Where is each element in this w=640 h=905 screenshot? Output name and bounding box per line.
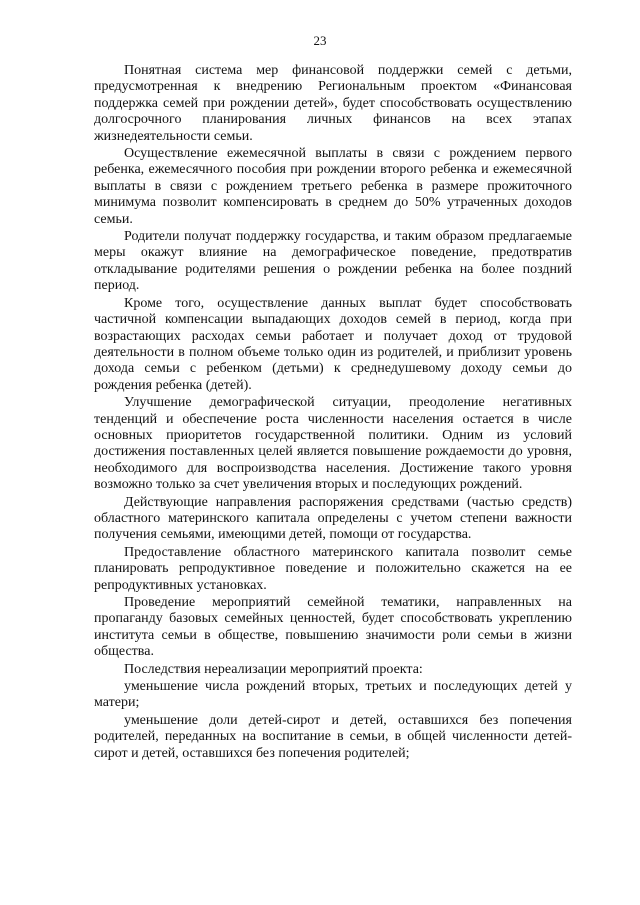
paragraph-state-support: Родители получат поддержку государства, и таким образом предлагаемые меры окажут влияние на демографическое поведение, предотвратив откладывание родителями решения о рождении ребенка на более поздний период. [94,229,572,294]
paragraph-non-implementation-heading: Последствия нереализации мероприятий проекта: [124,661,423,677]
paragraph-demographic-situation: Улучшение демографической ситуации, преодоление негативных тенденций и обеспечение роста численности населения остается в числе основных приоритетов государственной политики. Одним из условий достижения поставленных целей является повышение рождаемости до уровня, необходимого для воспроизводства населения. Достижение такого уровня возможно только за счет увеличения вторых и последующих рождений. [94,395,572,493]
list-item-fewer-orphan-placements: уменьшение доли детей-сирот и детей, оставшихся без попечения родителей, переданных на воспитание в семьи, в общей численности детей-сирот и детей, оставшихся без попечения родителей; [94,712,572,761]
document-body [94,63,572,762]
paragraph-maternity-capital-effect: Предоставление областного материнского капитала позволит семье планировать репродуктивное поведение и положительно скажется на ее репродуктивных установках. [94,544,572,593]
paragraph-income-compensation: Кроме того, осуществление данных выплат будет способствовать частичной компенсации выпадающих доходов семей в период, когда при возрастающих расходах семьи работает и получает доход от трудовой деятельности в полном объеме только один из родителей, и приблизит уровень дохода семьи с ребенком (детьми) к среднедушевому доходу семьи до рождения ребенка (детей). [94,295,572,393]
list-item-fewer-births: уменьшение числа рождений вторых, третьих и последующих детей у матери; [94,679,572,711]
paragraph-monthly-payments: Осуществление ежемесячной выплаты в связи с рождением первого ребенка, ежемесячного пособия при рождении второго ребенка и ежемесячной выплаты в связи с рождением третьего ребенка в размере прожиточного минимума позволит компенсировать в среднем до 50% утраченных доходов семьи. [94,146,572,227]
paragraph-maternity-capital-directions: Действующие направления распоряжения средствами (частью средств) областного материнского капитала определены с учетом степени важности получения семьями, имеющими детей, помощи от государства. [94,494,572,543]
paragraph-family-events: Проведение мероприятий семейной тематики, направленных на пропаганду базовых семейных ценностей, будет способствовать укреплению института семьи в обществе, повышению значимости роли семьи в жизни общества. [94,595,572,660]
page-number: 23 [313,33,327,48]
paragraph-financial-support-system: Понятная система мер финансовой поддержки семей с детьми, предусмотренная к внедрению Региональным проектом «Финансовая поддержка семей при рождении детей», будет способствовать осуществлению долгосрочного планирования личных финансов на всех этапах жизнедеятельности семьи. [94,63,572,144]
